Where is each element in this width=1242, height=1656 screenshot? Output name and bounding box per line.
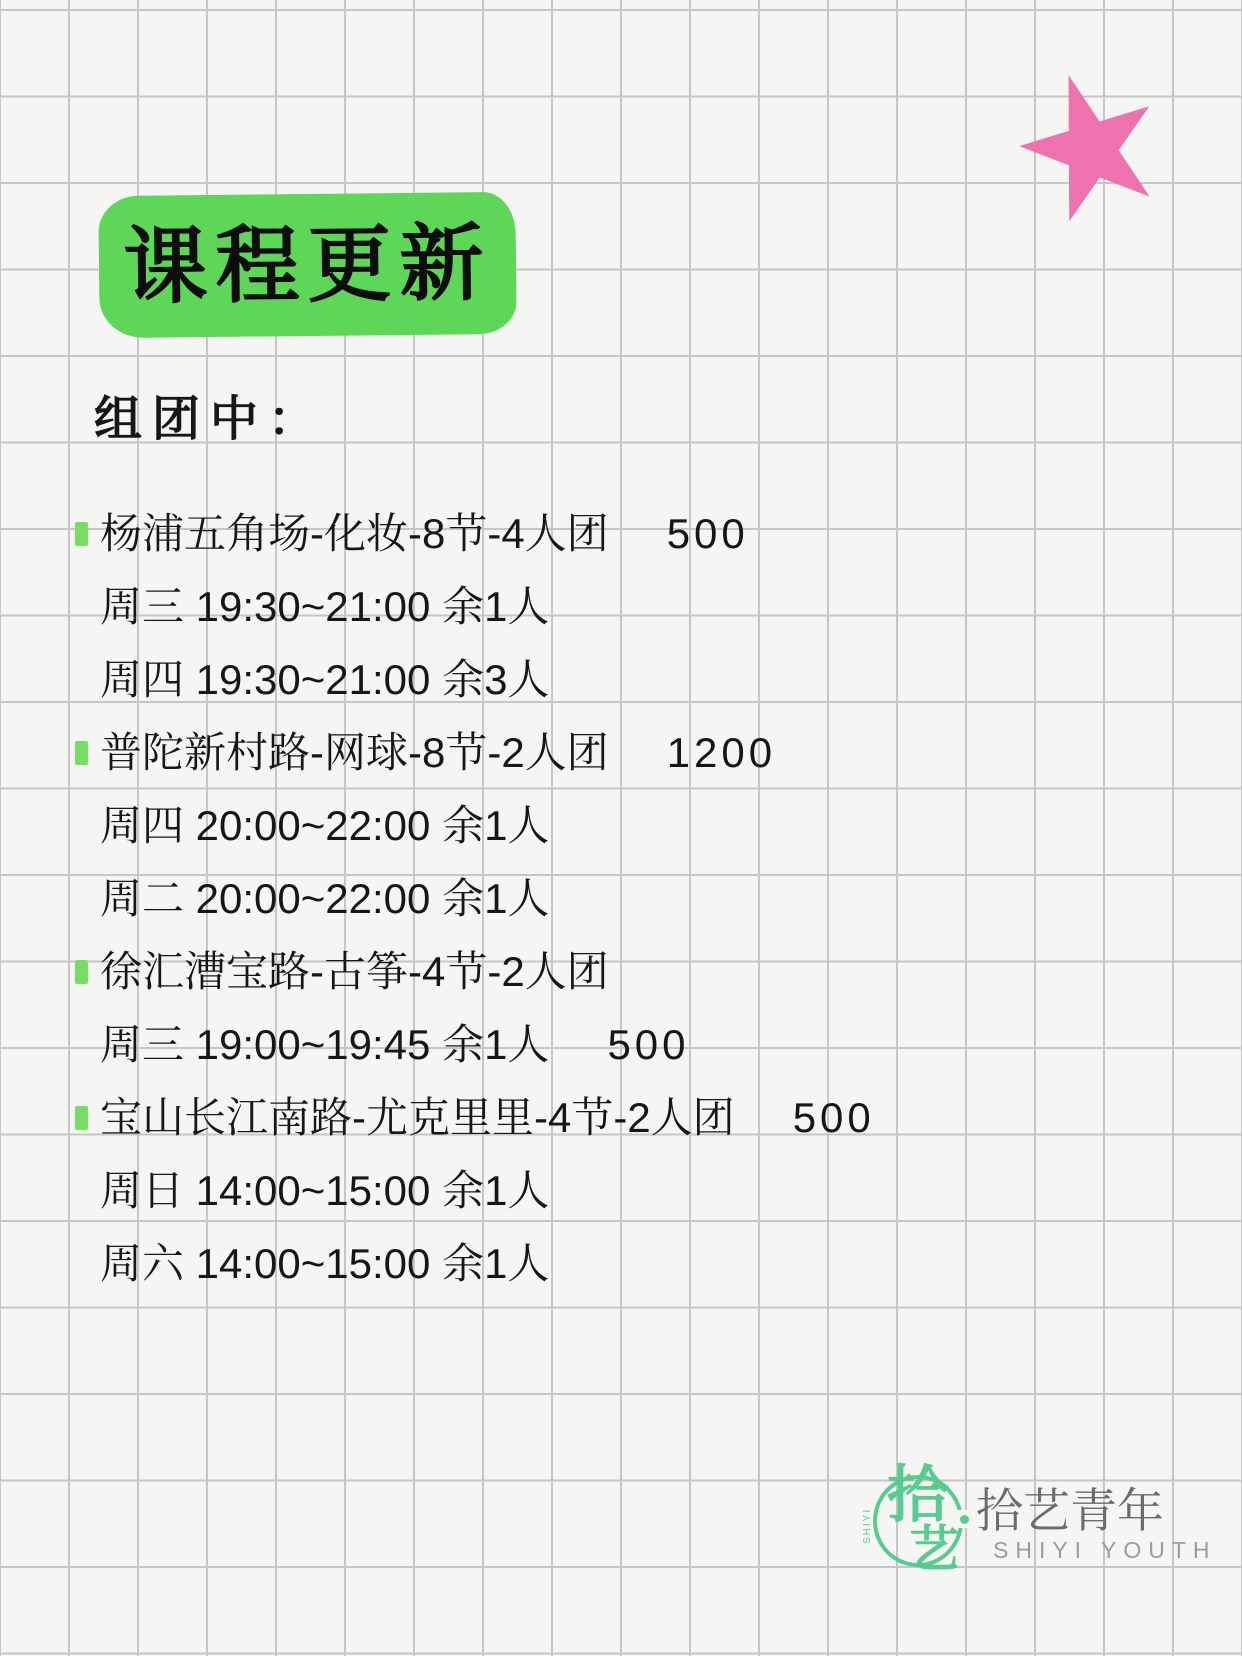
course-price: 500	[666, 509, 749, 557]
course-line	[0, 497, 1242, 570]
bullet-marker	[75, 741, 88, 765]
bullet-marker	[75, 960, 88, 984]
course-name: 普陀新村路-网球-8节-2人团	[100, 728, 609, 776]
session-time: 周三 19:30~21:00 余1人	[100, 582, 550, 630]
session-line	[0, 1008, 1242, 1081]
course-name: 宝山长江南路-尤克里里-4节-2人团	[100, 1093, 735, 1141]
course-name: 徐汇漕宝路-古筝-4节-2人团	[100, 947, 609, 995]
course-line	[0, 1081, 1242, 1154]
course-price: 1200	[666, 728, 777, 776]
bullet-marker	[75, 522, 88, 546]
session-time: 周六 14:00~15:00 余1人	[100, 1239, 550, 1287]
session-time: 周日 14:00~15:00 余1人	[100, 1166, 550, 1214]
session-line	[0, 1227, 1242, 1300]
course-line	[0, 935, 1242, 1008]
course-price: 500	[792, 1093, 875, 1141]
session-line	[0, 862, 1242, 935]
brand-logo-mark	[862, 1460, 978, 1580]
logo-dot-icon	[960, 1515, 969, 1524]
logo-mark-char-top: 拾	[887, 1461, 950, 1530]
page-title: 课程更新	[123, 216, 492, 314]
session-time: 周四 20:00~22:00 余1人	[100, 801, 550, 849]
course-list	[0, 497, 1242, 1300]
bullet-marker	[75, 1106, 88, 1130]
star-icon	[1004, 55, 1175, 229]
logo-mark-char-bottom: 艺	[909, 1521, 959, 1577]
title-badge	[98, 192, 516, 338]
session-price: 500	[607, 1020, 690, 1068]
session-line	[0, 570, 1242, 643]
session-line	[0, 643, 1242, 716]
subtitle: 组团中：	[94, 393, 327, 446]
brand-name-zh: 拾艺青年	[976, 1484, 1164, 1537]
session-line	[0, 789, 1242, 862]
session-time: 周四 19:30~21:00 余3人	[100, 655, 550, 703]
brand-name-en: SHIYI YOUTH	[993, 1537, 1217, 1563]
course-name: 杨浦五角场-化妆-8节-4人团	[100, 509, 609, 557]
session-time: 周三 19:00~19:45 余1人	[100, 1020, 550, 1068]
logo-mark-side-text: SHIYI	[862, 1507, 873, 1544]
course-line	[0, 716, 1242, 789]
session-line	[0, 1154, 1242, 1227]
session-time: 周二 20:00~22:00 余1人	[100, 874, 550, 922]
